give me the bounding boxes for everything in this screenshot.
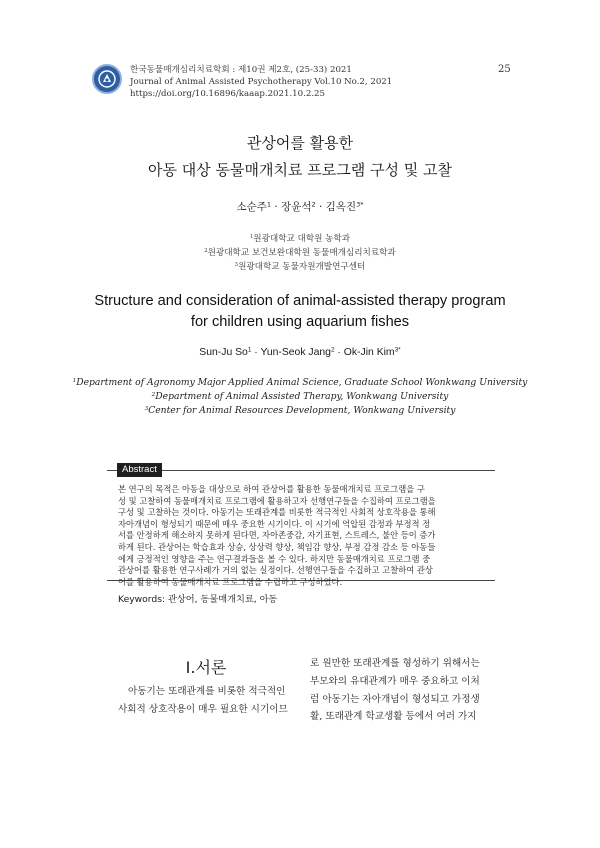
abstract-line: 구성 및 고찰하는 것이다. 아동기는 또래관계를 비롯한 적극적인 사회적 상호작용을 통해 [118, 507, 436, 518]
authors-ko [0, 199, 600, 214]
page-number: 25 [498, 64, 511, 75]
abstract-line: 자아개념이 형성되기 때문에 매우 중요한 시기이다. 이 시기에 억압된 감정과 부정적 정 [118, 518, 431, 529]
affiliation-sup: 3 [234, 262, 239, 269]
affiliation-text: Center for Animal Resources Development, Wonkwang University [148, 405, 456, 416]
affiliation-text: Department of Agronomy Major Applied Animal Science, Graduate School Wonkwang University [76, 377, 528, 388]
affiliation-en [0, 377, 600, 388]
abstract-label: Abstract [117, 463, 162, 477]
abstract-body [118, 484, 482, 588]
journal-name-ko: 한국동물매개심리치료학회 : 제10권 제2호, (25-33) 2021 [130, 65, 352, 75]
body-line: 럼 아동기는 자아개념이 형성되고 가정생 [310, 693, 480, 705]
authors-en [0, 347, 600, 358]
body-line: 부모와의 유대관계가 매우 중요하고 이처 [310, 675, 480, 687]
author-ko-sup: 1 [266, 200, 272, 209]
body-column-left [118, 683, 294, 719]
author-en-name: Ok-Jin Kim [343, 347, 395, 358]
abstract-line: 성 및 고찰하여 동물매개치료 프로그램에 활용하고자 선행연구들을 수집하여 프로그램을 [118, 495, 436, 506]
affiliation-ko [0, 260, 600, 272]
author-en-sup: 2 [330, 346, 335, 354]
keywords-label: Keywords: [118, 594, 166, 605]
affiliation-text: 원광대학교 보건보완대학원 동물매개심리치료학과 [207, 248, 396, 258]
author-ko-sup: 2 [311, 200, 316, 209]
abstract-line: 서를 안정하게 해소하지 못하게 된다면, 자아존중감, 자기표현, 스트레스, 불안 등이 증가 [118, 530, 436, 541]
author-en-sup: 1 [247, 346, 252, 354]
author-separator: · [315, 201, 326, 213]
journal-header [130, 64, 392, 100]
affiliation-sup: 1 [72, 377, 77, 384]
affiliation-en [0, 391, 600, 402]
section-heading-introduction: Ⅰ.서론 [185, 658, 227, 677]
body-line: 활, 또래관계 학교생활 등에서 여러 가지 [310, 711, 477, 723]
journal-logo [92, 64, 122, 94]
affiliation-sup: 2 [151, 391, 156, 398]
doi-link[interactable]: https://doi.org/10.16896/kaaap.2021.10.2.25 [130, 89, 325, 99]
title-ko-line2: 아동 대상 동물매개치료 프로그램 구성 및 고찰 [148, 161, 452, 179]
affiliation-text: 원광대학교 대학원 농학과 [253, 234, 351, 244]
abstract-line: 하게 된다. 관상어는 학습효과 상승, 상상력 향상, 책임감 향상, 부정 감정 감소 등 아동들 [118, 541, 436, 552]
abstract-line: 에게 긍정적인 영향을 주는 연구결과들을 볼 수 있다. 하지만 동물매개치료 프로그램 중 [118, 553, 431, 564]
author-separator: · [334, 347, 344, 358]
author-ko-name: 소순주 [236, 201, 267, 213]
body-line: 사회적 상호작용이 매우 필요한 시기이므 [118, 703, 288, 715]
affiliation-sup: 2 [204, 248, 208, 255]
abstract-line: 어를 활용하여 동물매개치료 프로그램을 수립하고 구성하였다. [118, 576, 343, 587]
body-line: 아동기는 또래관계를 비롯한 적극적인 [128, 686, 286, 697]
author-separator: · [251, 347, 261, 358]
author-ko-name: 김옥진 [325, 201, 357, 213]
keywords-value: 관상어, 동물매개치료, 아동 [168, 594, 278, 605]
affiliation-text: 원광대학교 동물자원개발연구센터 [238, 262, 366, 272]
author-ko-sup: 3* [356, 200, 364, 209]
abstract-line: 본 연구의 목적은 아동을 대상으로 하여 관상어를 활용한 동물매개치료 프로그램을 구 [118, 484, 425, 494]
keywords [118, 591, 277, 605]
affiliation-en [0, 405, 600, 416]
affiliation-sup: 1 [249, 234, 254, 241]
affiliation-ko [0, 246, 600, 258]
body-column-right [310, 655, 510, 726]
affiliation-ko [0, 232, 600, 244]
author-en-sup: 3* [394, 346, 401, 354]
affiliation-sup: 3 [144, 405, 149, 412]
title-en-line1: Structure and consideration of animal-assisted therapy program [94, 293, 506, 309]
author-separator: · [271, 201, 282, 213]
journal-name-en: Journal of Animal Assisted Psychotherapy Vol.10 No.2, 2021 [130, 77, 393, 87]
title-en-line2: for children using aquarium fishes [190, 314, 410, 330]
author-ko-name: 장윤석 [281, 201, 312, 213]
title-ko-line1: 관상어를 활용한 [246, 134, 354, 152]
author-en-name: Yun-Seok Jang [260, 347, 331, 358]
author-en-name: Sun-Ju So [199, 347, 248, 358]
body-line: 로 원만한 또래관계를 형성하기 위해서는 [310, 658, 480, 669]
affiliation-text: Department of Animal Assisted Therapy, Wonkwang University [155, 391, 449, 402]
logo-emblem-icon [97, 69, 117, 89]
abstract-line: 관상어를 활용한 연구사례가 거의 없는 실정이다. 선행연구들을 수집하고 고찰하여 관상 [118, 565, 433, 576]
